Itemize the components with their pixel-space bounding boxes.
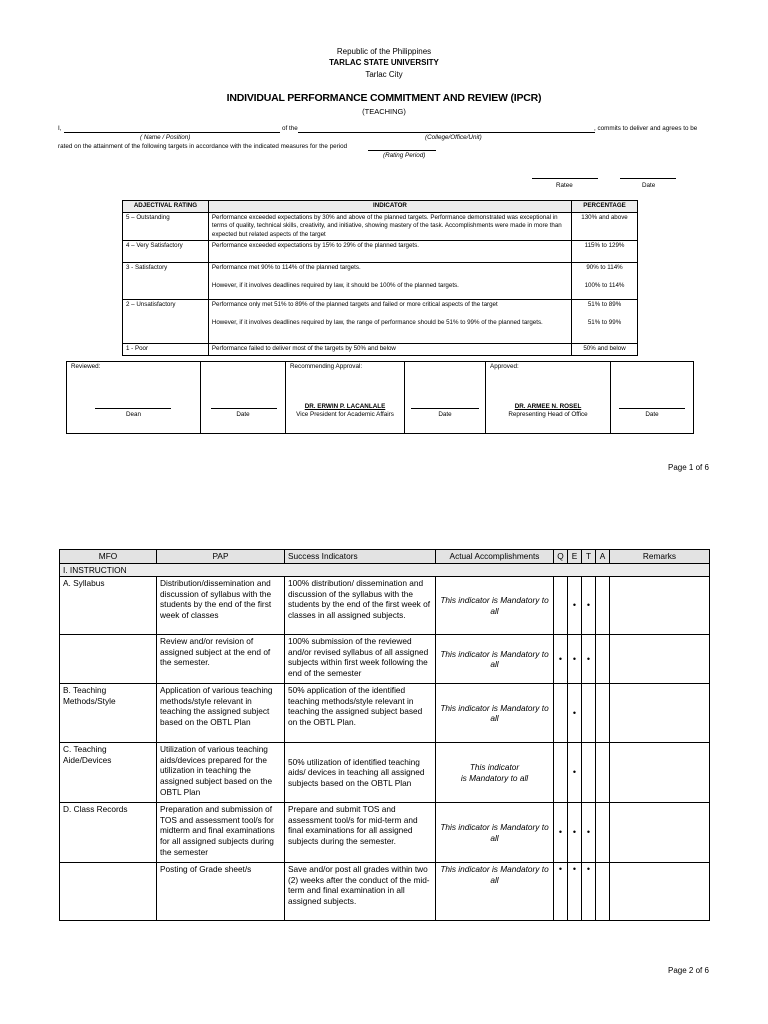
reviewed-label: Reviewed: [71, 363, 101, 370]
approved-cell [486, 362, 611, 433]
recommender-name: DR. ERWIN P. LACANLALE [304, 403, 386, 410]
q-cell[interactable] [554, 743, 568, 803]
rating-indicator: Performance exceeded expectations by 30% and above of the planned targets. Performance demonstrated was exceptional in terms of quality, technical skills, creativity, and initiative, showing mastery of the task. Accomplishments were made in more than expected but related aspects of the target [208, 212, 571, 241]
a-cell[interactable] [596, 577, 610, 635]
q-cell[interactable] [554, 684, 568, 743]
header-percentage: PERCENTAGE [572, 201, 638, 213]
a-cell[interactable] [596, 684, 610, 743]
date-line-1[interactable] [211, 408, 277, 409]
name-blank[interactable] [64, 132, 280, 133]
q-mark: • [554, 803, 568, 863]
a-cell[interactable] [596, 635, 610, 684]
accomplishment-cell[interactable]: This indicator is Mandatory to all [436, 863, 554, 921]
pap-cell: Distribution/dissemination and discussion of syllabus with the students by the end of the first week of classes [157, 577, 285, 635]
accomplishment-cell[interactable]: This indicator is Mandatory to all [436, 635, 554, 684]
pap-cell: Preparation and submission of TOS and assessment tool/s for midterm and final examinations for all assigned subjects during the semester [157, 803, 285, 863]
t-mark: • [582, 863, 596, 921]
accomplishment-cell[interactable]: This indicator is Mandatory to all [436, 803, 554, 863]
name-label: ( Name / Position) [140, 134, 191, 141]
rating-indicator-cell [208, 263, 571, 300]
reviewed-date-cell [201, 362, 286, 433]
a-cell[interactable] [596, 803, 610, 863]
university-name: TARLAC STATE UNIVERSITY [329, 58, 439, 67]
reviewed-cell [67, 362, 201, 433]
remarks-cell[interactable] [610, 684, 710, 743]
recommending-cell [286, 362, 405, 433]
e-mark: • [568, 635, 582, 684]
rating-indicator-cell [208, 300, 571, 344]
rating-percentage-cell [572, 300, 638, 344]
e-mark: • [568, 743, 582, 803]
rating-percentage: 50% and below [572, 344, 638, 356]
mfo-cell [60, 863, 157, 921]
city-line: Tarlac City [365, 70, 403, 79]
recommending-label: Recommending Approval: [290, 363, 363, 370]
rating-label: 5 – Outstanding [123, 212, 209, 241]
col-e: E [568, 550, 582, 564]
college-blank[interactable] [298, 132, 595, 133]
date-label-1: Date [236, 411, 250, 418]
form-subtitle: (TEACHING) [362, 107, 406, 116]
rating-percentage: 51% to 89% [587, 301, 622, 308]
commit-text: , commits to deliver and agrees to be [594, 125, 698, 132]
mfo-cell: A. Syllabus [60, 577, 157, 635]
pap-cell: Application of various teaching methods/style relevant in teaching the assigned subject based on the OBTL Plan [157, 684, 285, 743]
republic-line: Republic of the Philippines [336, 47, 432, 56]
rating-label: 2 – Unsatisfactory [123, 300, 209, 344]
rating-percentage-cell [572, 263, 638, 300]
col-pap: PAP [157, 550, 285, 564]
page-number-2: Page 2 of 6 [668, 966, 709, 975]
approved-label: Approved: [490, 363, 519, 370]
header-indicator: INDICATOR [208, 201, 571, 213]
e-mark: • [568, 684, 582, 743]
date-label-2: Date [438, 411, 452, 418]
approver-title: Representing Head of Office [508, 411, 588, 418]
commit-of-the: of the [282, 125, 298, 132]
ratee-signature-line[interactable] [532, 178, 598, 179]
a-cell[interactable] [596, 743, 610, 803]
remarks-cell[interactable] [610, 863, 710, 921]
rating-percentage: 115% to 129% [572, 241, 638, 263]
e-mark: • [568, 863, 582, 921]
accomplishment-cell[interactable]: This indicator is Mandatory to all [436, 577, 554, 635]
rating-percentage-law: 100% to 114% [584, 281, 625, 289]
col-mfo: MFO [60, 550, 157, 564]
mfo-cell: B. Teaching Methods/Style [60, 684, 157, 743]
rating-label: 4 – Very Satisfactory [123, 241, 209, 263]
form-title: INDIVIDUAL PERFORMANCE COMMITMENT AND REVIEW (IPCR) [226, 92, 542, 104]
approval-block [66, 361, 694, 434]
pap-cell: Posting of Grade sheet/s [157, 863, 285, 921]
t-mark: • [582, 577, 596, 635]
col-actual-accomplishments: Actual Accomplishments [436, 550, 554, 564]
q-mark: • [554, 635, 568, 684]
t-mark: • [582, 635, 596, 684]
e-mark: • [568, 577, 582, 635]
accomplishment-cell[interactable] [436, 743, 554, 803]
mfo-table [59, 549, 710, 921]
college-label: (College/Office/Unit) [425, 134, 482, 141]
dean-label: Dean [125, 411, 142, 418]
col-a: A [596, 550, 610, 564]
rating-percentage: 130% and above [572, 212, 638, 241]
rating-period-label: (Rating Period) [383, 152, 426, 159]
ratee-date-line[interactable] [620, 178, 676, 179]
success-indicator-cell: Prepare and submit TOS and assessment tool/s for mid-term and final examinations for all assigned subjects during the semester. [285, 803, 436, 863]
period-blank[interactable] [368, 150, 436, 151]
success-indicator-cell: Save and/or post all grades within two (2) weeks after the conduct of the mid-term and final examination in all assigned subjects. [285, 863, 436, 921]
success-indicator-cell: 100% submission of the reviewed and/or revised syllabus of all assigned subjects within first week following the end of the semester [285, 635, 436, 684]
col-remarks: Remarks [610, 550, 710, 564]
remarks-cell[interactable] [610, 577, 710, 635]
remarks-cell[interactable] [610, 743, 710, 803]
pap-cell: Review and/or revision of assigned subject at the end of the semester. [157, 635, 285, 684]
success-indicator-cell: 50% utilization of identified teaching aids/ devices in teaching all assigned subjects based on the OBTL Plan [285, 743, 436, 803]
col-success-indicators: Success Indicators [285, 550, 436, 564]
rating-indicator-law: However, if it involves deadlines required by law, the range of performance should be 51% to 99% of the planned targets. [211, 318, 543, 326]
rating-label: 3 - Satisfactory [123, 263, 209, 300]
mfo-cell [60, 635, 157, 684]
col-t: T [582, 550, 596, 564]
date-line-2[interactable] [411, 408, 479, 409]
rating-percentage-law: 51% to 99% [587, 318, 622, 326]
pap-cell: Utilization of various teaching aids/devices prepared for the utilization in teaching the assigned subject based on the OBTL Plan [157, 743, 285, 803]
q-cell[interactable] [554, 577, 568, 635]
date-label-3: Date [645, 411, 659, 418]
e-mark: • [568, 803, 582, 863]
mfo-cell: C. Teaching Aide/Devices [60, 743, 157, 803]
date-line-3[interactable] [619, 408, 685, 409]
ratee-label: Ratee [556, 182, 573, 189]
remarks-cell[interactable] [610, 635, 710, 684]
mfo-cell: D. Class Records [60, 803, 157, 863]
rating-percentage: 90% to 114% [586, 264, 623, 271]
success-indicator-cell: 50% application of the identified teaching methods/style relevant in teaching the assigned subject based on the OBTL Plan. [285, 684, 436, 743]
mandatory-line-2: is Mandatory to all [460, 772, 529, 783]
rating-scale-table [122, 200, 638, 356]
q-mark: • [554, 863, 568, 921]
rating-label: 1 - Poor [123, 344, 209, 356]
t-mark: • [582, 803, 596, 863]
dean-signature-line[interactable] [95, 408, 171, 409]
header-adjectival: ADJECTIVAL RATING [123, 201, 209, 213]
rating-indicator: Performance only met 51% to 89% of the planned targets and failed or more critical aspects of the target [211, 301, 498, 308]
accomplishment-cell[interactable]: This indicator is Mandatory to all [436, 684, 554, 743]
ratee-date-label: Date [642, 182, 656, 189]
approver-name: DR. ARMEE N. ROSEL [514, 403, 582, 410]
t-cell[interactable] [582, 684, 596, 743]
recommender-title: Vice President for Academic Affairs [296, 411, 394, 418]
success-indicator-cell: 100% distribution/ dissemination and discussion of the syllabus with the students by the end of the first week of classes in all assigned subjects. [285, 577, 436, 635]
recommending-date-cell [405, 362, 486, 433]
t-cell[interactable] [582, 743, 596, 803]
commit-i: I, [58, 125, 62, 132]
rating-indicator: Performance met 90% to 114% of the planned targets. [211, 264, 361, 271]
rating-indicator-law: However, if it involves deadlines required by law, it should be 100% of the planned targets. [211, 281, 459, 289]
remarks-cell[interactable] [610, 803, 710, 863]
approved-date-cell [611, 362, 693, 433]
rated-text: rated on the attainment of the following targets in accordance with the indicated measures for the period [58, 143, 348, 150]
rating-indicator: Performance failed to deliver most of the targets by 50% and below [208, 344, 571, 356]
col-q: Q [554, 550, 568, 564]
page-number-1: Page 1 of 6 [668, 463, 709, 472]
rating-indicator: Performance exceeded expectations by 15% to 29% of the planned targets. [208, 241, 571, 263]
mandatory-line-1: This indicator [469, 762, 520, 773]
section-instruction: I. INSTRUCTION [60, 563, 710, 577]
a-cell[interactable] [596, 863, 610, 921]
